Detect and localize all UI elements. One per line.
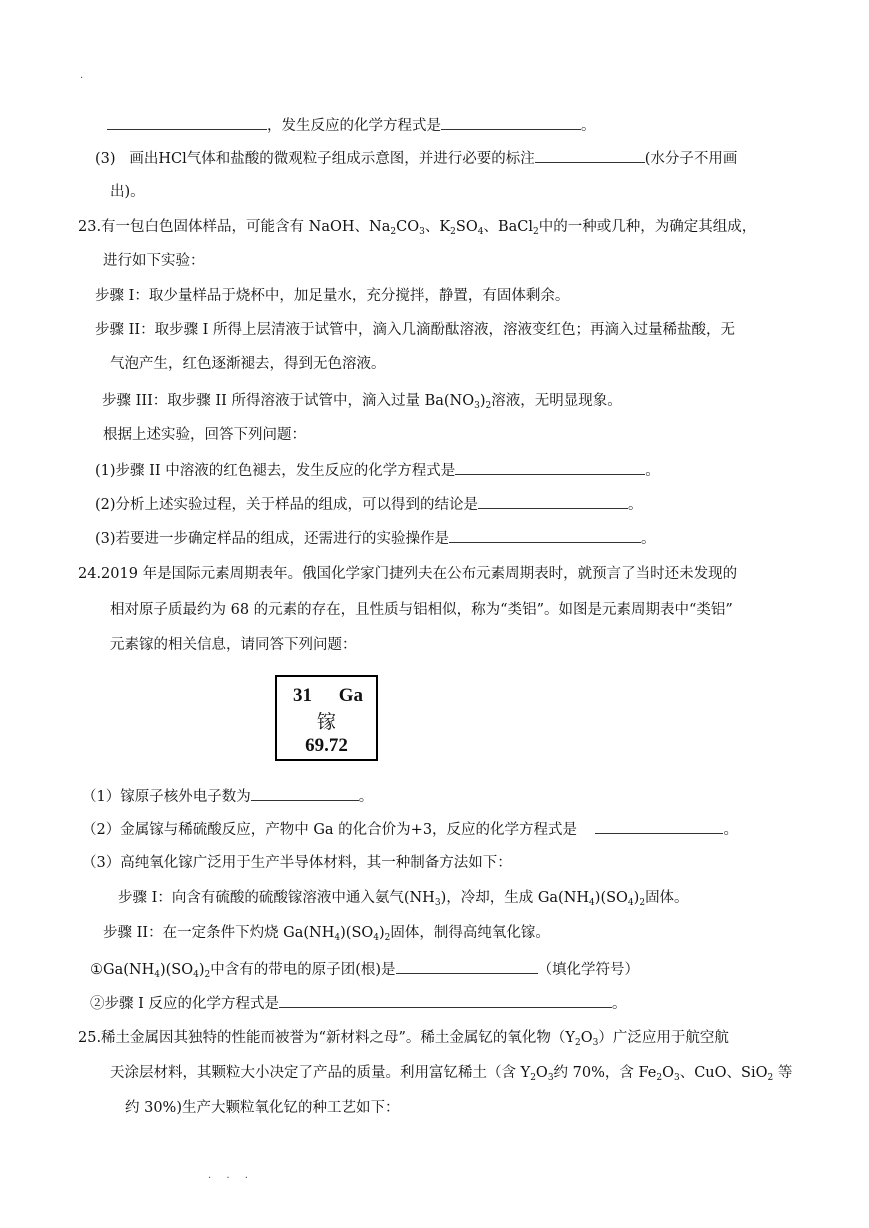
answer-blank[interactable] <box>107 116 267 130</box>
answer-blank[interactable] <box>279 994 612 1008</box>
q25-line1: 25.稀土金属因其独特的性能而被誉为“新材料之母”。稀土金属钇的氧化物$(Y_2O_3)$广泛应用于航空航 <box>78 1030 729 1048</box>
q24-step2: 步骤 II：在一定条件下灼烧 $Ga(NH_4)(SO_4)_2$固体，制得高纯氧化镓。 <box>103 925 550 943</box>
page-mark-bottom: . . . <box>208 1170 254 1181</box>
q22-sub3-tail: (水分子不用画 <box>644 151 738 167</box>
q23-intro: 23.有一包白色固体样品，可能含有 NaOH、$Na_2CO_3$、$K_2SO_4$、BaCl$_2$中的一种或几种，为确定其组成， <box>78 219 757 237</box>
q24-step1: 步骤 I：向含有硫酸的硫酸镓溶液中通入氨气$(NH_3)$，冷却，生成 $Ga(NH_4)(SO_4)_2$固体。 <box>118 890 689 908</box>
answer-blank[interactable] <box>455 461 645 475</box>
page-mark-top: . <box>80 70 84 81</box>
answer-blank[interactable] <box>449 529 641 543</box>
q24-sub-1: $①Ga(NH_4)(SO_4)_2$中含有的带电的原子团(根)是 （填化学符号） <box>90 962 640 980</box>
answer-blank[interactable] <box>535 149 645 163</box>
q22-line-a <box>107 116 596 135</box>
q24-question-2: （2）金属镓与稀硫酸反应，产物中 Ga 的化合价为+3，反应的化学方程式是 。 <box>82 822 738 838</box>
period: 。 <box>581 118 596 134</box>
q22-sub3 <box>95 149 737 168</box>
answer-blank[interactable] <box>441 116 581 130</box>
answer-blank[interactable] <box>478 495 628 509</box>
q23-step2-line1: 步骤 II：取步骤 I 所得上层清液于试管中，滴入几滴酚酞溶液，溶液变红色；再滴入过量稀盐酸，无 <box>95 322 736 338</box>
q22-sub3-line2: 出)。 <box>110 184 145 200</box>
q24-sub-2: ②步骤 I 反应的化学方程式是 。 <box>90 996 627 1012</box>
q23-question-3: (3)若要进一步确定样品的组成，还需进行的实验操作是 。 <box>95 531 656 547</box>
q22-sub3-text: 画出HCl气体和盐酸的微观粒子组成示意图，并进行必要的标注 <box>129 151 535 167</box>
q24-question-1: （1）镓原子核外电子数为 。 <box>82 789 374 805</box>
q22-line-a-text: ，发生反应的化学方程式是 <box>267 118 441 134</box>
q23-step1: 步骤 I：取少量样品于烧杯中，加足量水，充分搅拌，静置，有固体剩余。 <box>95 288 570 304</box>
element-name: 镓 <box>316 712 336 733</box>
q24-line1: 24.2019 年是国际元素周期表年。俄国化学家门捷列夫在公布元素周期表时，就预言了当时还未发现的 <box>78 566 738 582</box>
q24-line3: 元素镓的相关信息，请同答下列问题： <box>110 637 357 653</box>
q22-sub3-number: (3) <box>95 151 116 167</box>
answer-blank[interactable] <box>251 787 359 801</box>
q25-line3: 约 30%)生产大颗粒氧化钇的种工艺如下： <box>125 1100 400 1116</box>
answer-blank[interactable] <box>595 820 723 834</box>
q23-prompt: 根据上述实验，回答下列问题： <box>103 427 306 443</box>
answer-blank[interactable] <box>396 960 538 974</box>
q23-step3: 步骤 III：取步骤 II 所得溶液于试管中，滴入过量 $Ba(NO_3)_2$溶液，无明显现象。 <box>102 393 622 411</box>
q25-line2: 天涂层材料，其颗粒大小决定了产品的质量。利用富钇稀土（含 $Y_2O_3$约 70%，含 $Fe_2O_3$、CuO、SiO$_2$ 等 <box>110 1065 793 1083</box>
q23-step2-line2: 气泡产生，红色逐渐褪去，得到无色溶液。 <box>110 356 386 372</box>
q24-line2: 相对原子质最约为 68 的元素的存在，且性质与铝相似，称为“类铝”。如图是元素周期表中“类铝” <box>110 602 733 618</box>
q24-question-3: （3）高纯氧化镓广泛用于生产半导体材料，其一种制备方法如下： <box>82 855 512 871</box>
q23-question-1: (1)步骤 II 中溶液的红色褪去，发生反应的化学方程式是 。 <box>95 463 660 479</box>
atomic-mass: 69.72 <box>305 735 348 756</box>
q23-question-2: (2)分析上述实验过程，关于样品的组成，可以得到的结论是 。 <box>95 497 643 513</box>
atomic-number: 31 <box>293 685 312 706</box>
q23-intro-line2: 进行如下实验： <box>103 253 205 269</box>
element-symbol: Ga <box>338 685 363 706</box>
element-card-gallium <box>275 675 378 761</box>
